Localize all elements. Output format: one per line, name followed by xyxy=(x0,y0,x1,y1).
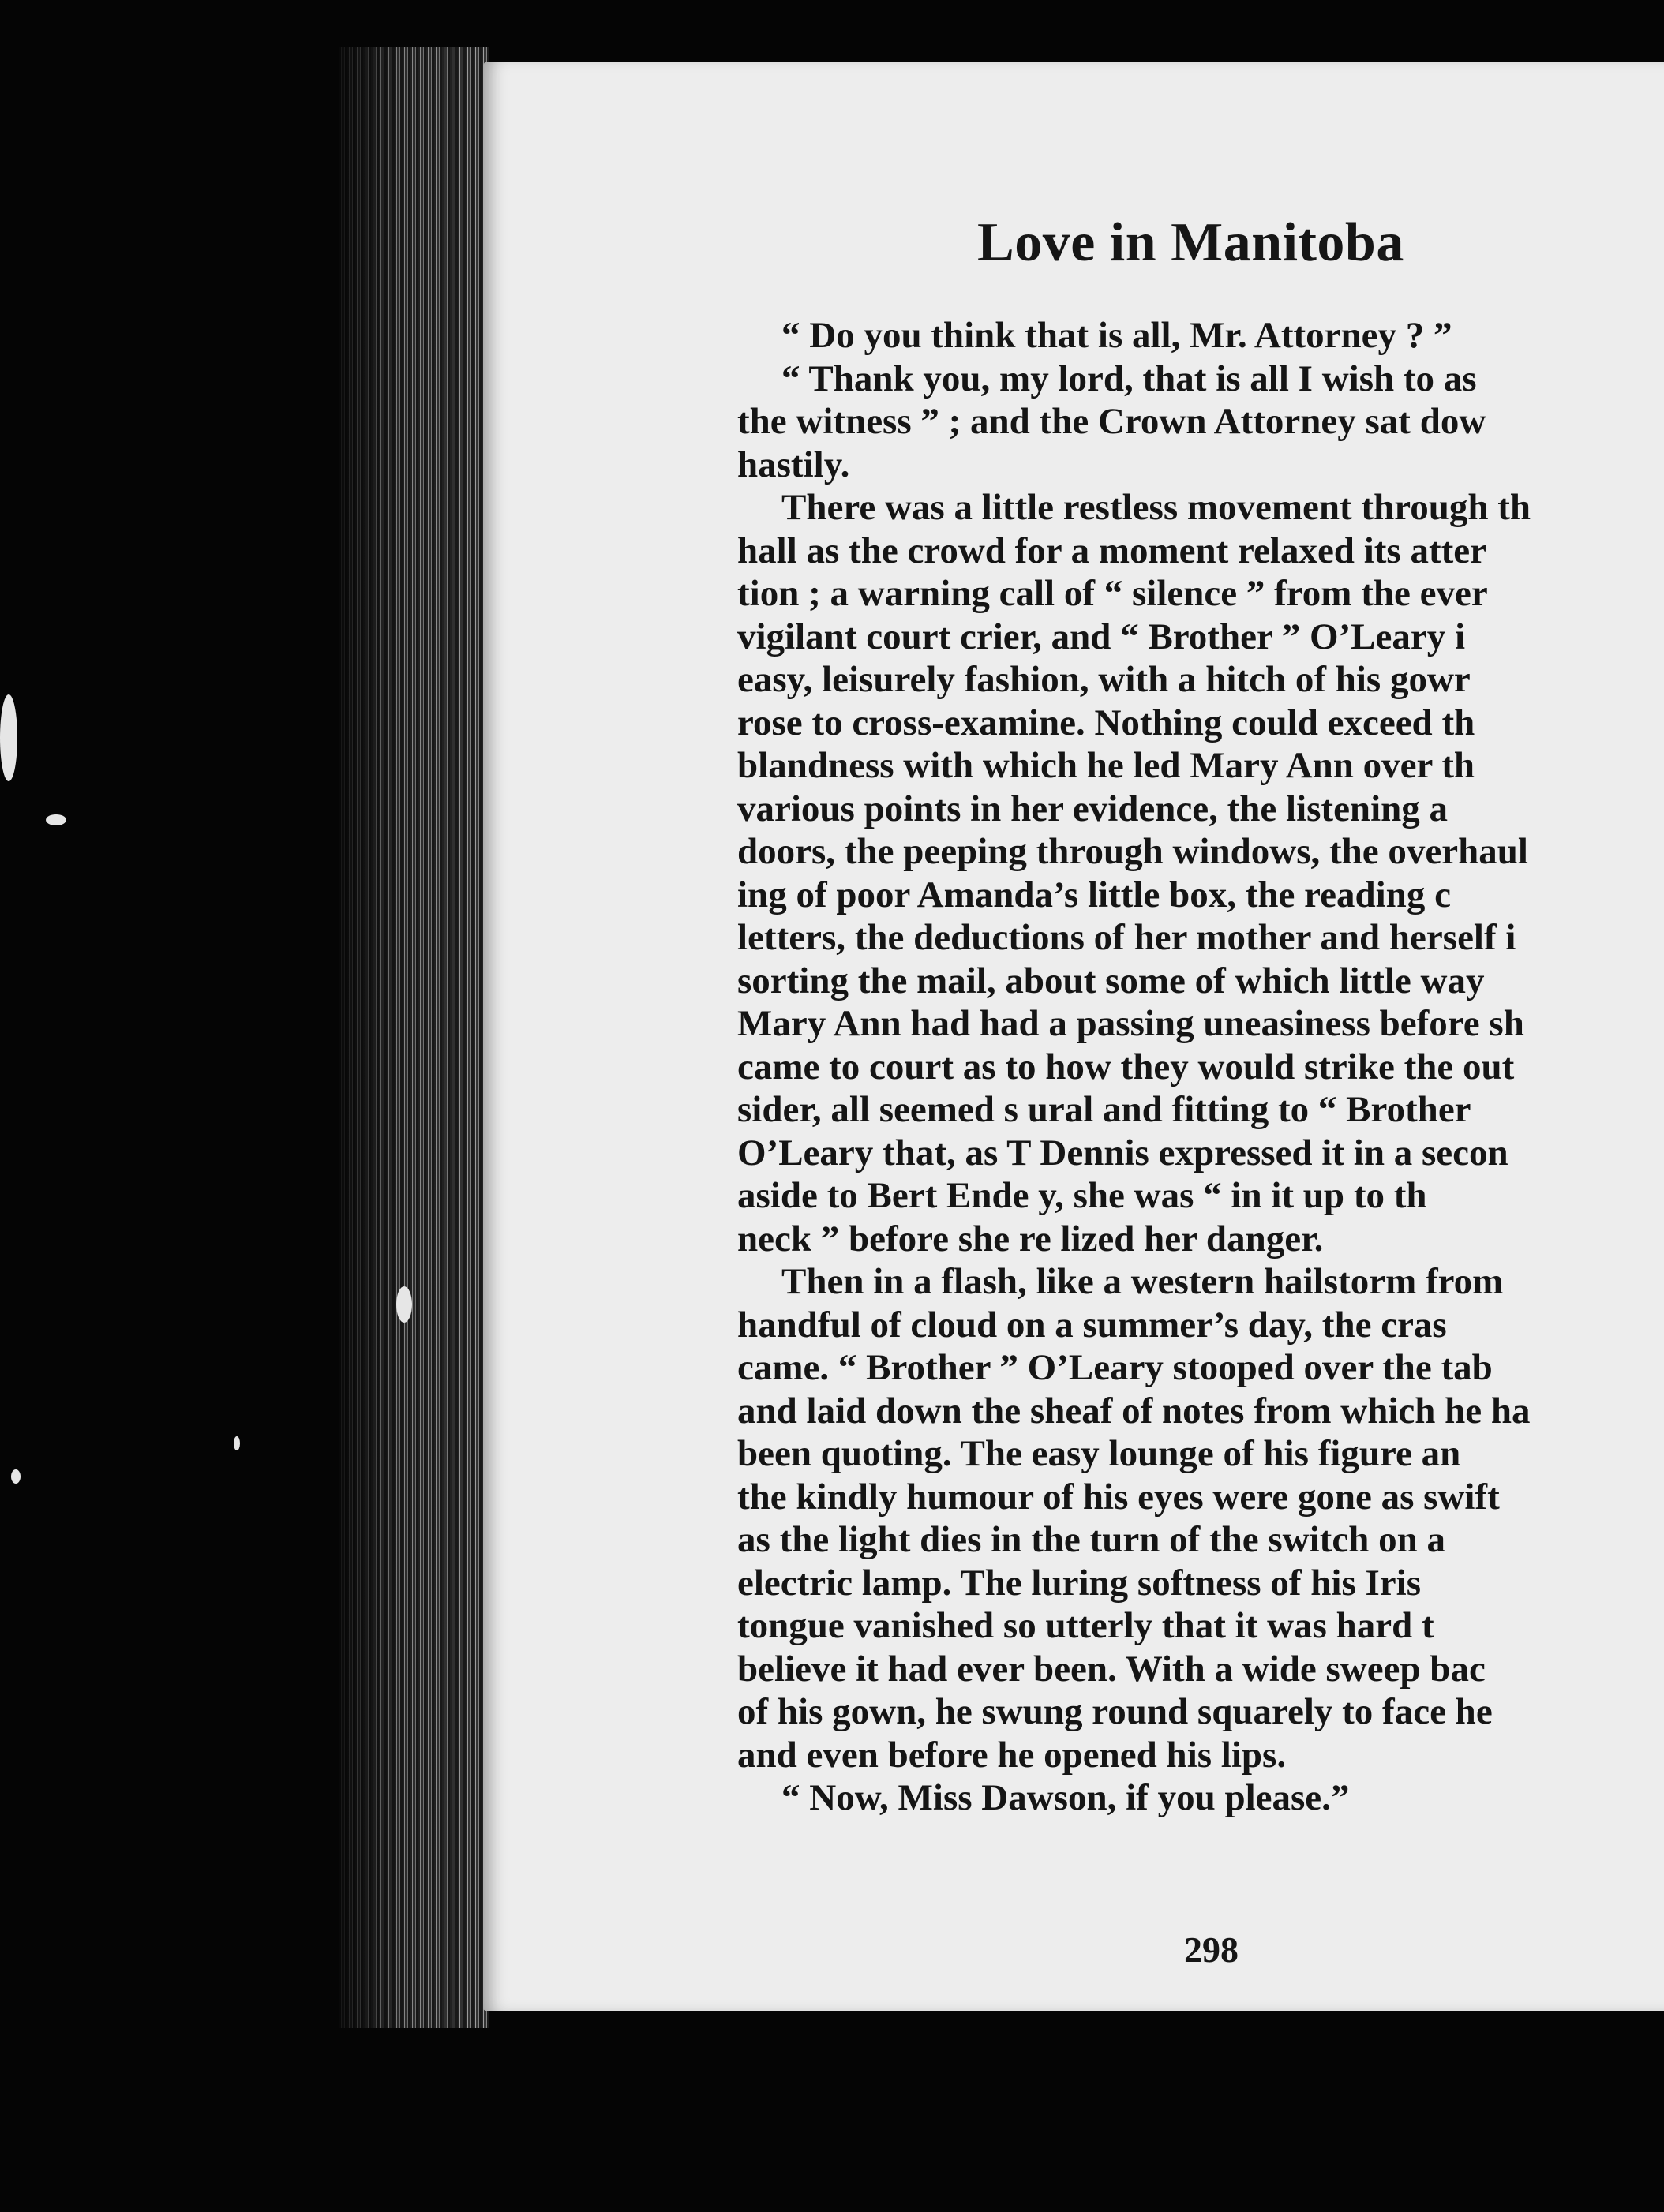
dust-speck xyxy=(0,694,17,781)
dust-speck xyxy=(234,1436,240,1450)
text-line: electric lamp. The luring softness of his Iris xyxy=(737,1562,1421,1604)
text-line: letters, the deductions of her mother and herself i xyxy=(737,917,1516,958)
running-head: Love in Manitoba xyxy=(977,212,1404,273)
text-line: “ Thank you, my lord, that is all I wish to as xyxy=(781,357,1477,399)
text-line: been quoting. The easy lounge of his figure an xyxy=(737,1433,1461,1474)
text-line: “ Now, Miss Dawson, if you please.” xyxy=(781,1777,1350,1818)
text-line: blandness with which he led Mary Ann over th xyxy=(737,745,1475,786)
text-line: the kindly humour of his eyes were gone as swift xyxy=(737,1476,1500,1518)
text-line: ing of poor Amanda’s little box, the reading c xyxy=(737,874,1451,915)
dust-speck xyxy=(11,1469,21,1484)
text-line: Then in a flash, like a western hailstorm from xyxy=(781,1261,1504,1302)
page-edges-shadow xyxy=(339,47,489,2028)
text-line: O’Leary that, as T Dennis expressed it in a secon xyxy=(737,1132,1508,1173)
text-line: “ Do you think that is all, Mr. Attorney ? ” xyxy=(781,315,1452,356)
text-line: vigilant court crier, and “ Brother ” O’Leary i xyxy=(737,616,1466,657)
dust-speck xyxy=(396,1286,412,1323)
dust-speck xyxy=(46,814,66,825)
text-line: doors, the peeping through windows, the overhaul xyxy=(737,831,1528,872)
page-number: 298 xyxy=(1184,1929,1239,1970)
text-line: There was a little restless movement through th xyxy=(781,487,1531,528)
text-line: believe it had ever been. With a wide sweep bac xyxy=(737,1648,1486,1690)
text-line: came to court as to how they would strike the out xyxy=(737,1046,1515,1087)
text-line: handful of cloud on a summer’s day, the cras xyxy=(737,1304,1447,1346)
text-line: neck ” before she re lized her danger. xyxy=(737,1218,1324,1259)
text-line: sider, all seemed s ural and fitting to “ Brother xyxy=(737,1089,1471,1130)
text-line: the witness ” ; and the Crown Attorney sat dow xyxy=(737,401,1486,442)
text-line: and laid down the sheaf of notes from which he ha xyxy=(737,1390,1531,1432)
text-line: aside to Bert Ende y, she was “ in it up to th xyxy=(737,1175,1427,1216)
text-line: easy, leisurely fashion, with a hitch of his gowr xyxy=(737,659,1471,700)
text-line: various points in her evidence, the listening a xyxy=(737,788,1449,829)
text-line: tion ; a warning call of “ silence ” from the ever xyxy=(737,573,1488,614)
text-line: came. “ Brother ” O’Leary stooped over the tab xyxy=(737,1347,1493,1388)
text-line: Mary Ann had had a passing uneasiness before sh xyxy=(737,1003,1524,1044)
text-line: sorting the mail, about some of which little way xyxy=(737,960,1485,1001)
text-line: of his gown, he swung round squarely to face he xyxy=(737,1691,1493,1732)
text-line: hall as the crowd for a moment relaxed its atter xyxy=(737,530,1486,571)
body-text xyxy=(737,314,1664,1820)
text-line: tongue vanished so utterly that it was hard t xyxy=(737,1605,1434,1646)
text-line: as the light dies in the turn of the switch on a xyxy=(737,1519,1445,1560)
text-line: rose to cross-examine. Nothing could exceed th xyxy=(737,702,1475,743)
text-line: hastily. xyxy=(737,444,850,485)
text-line: and even before he opened his lips. xyxy=(737,1734,1287,1776)
